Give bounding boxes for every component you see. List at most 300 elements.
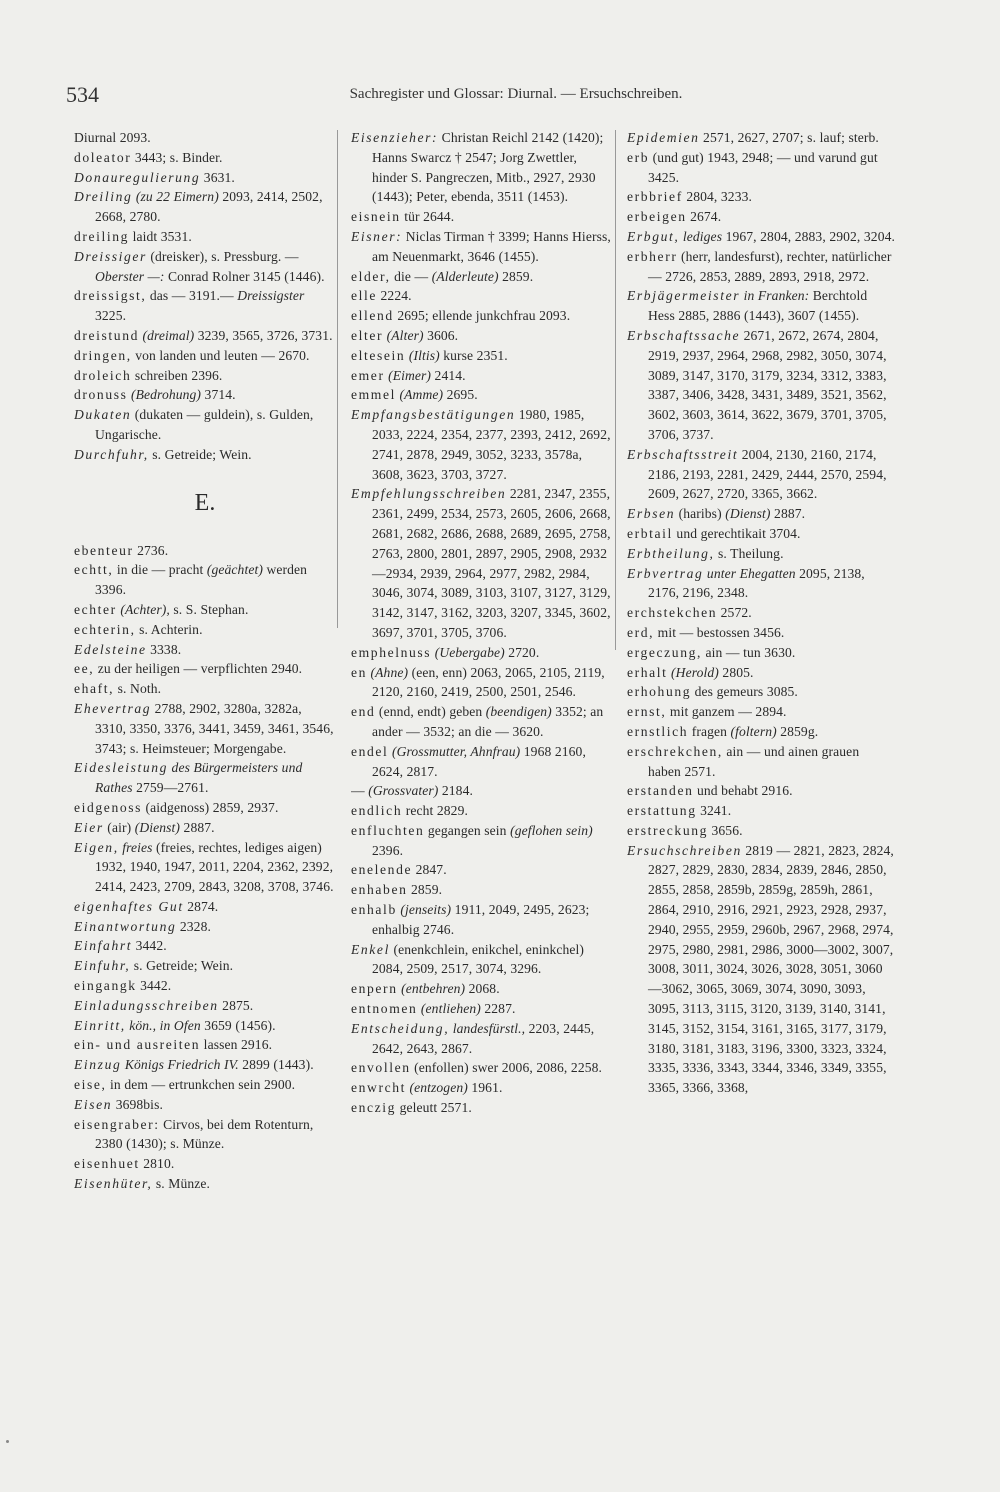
- entry-gloss: (Grossmutter, Ahnfrau): [391, 743, 521, 759]
- letter-heading: E.: [194, 489, 216, 516]
- entry-text: 2671, 2672, 2674, 2804, 2919, 2937, 2964, 2968, 2982, 3050, 3074, 3089, 3147, 3170, 3179, 3234, 3312, 3383, 3387, 3406, 3428, 3431, 3489, 3521, 3562, 3602, 3603, 3614, 3622, 3679, 3701, 3705, 3706, 3737.: [648, 327, 887, 442]
- entry-gloss: (Amme): [399, 387, 444, 403]
- index-entry: [351, 1019, 614, 1059]
- entry-text: kurse 2351.: [439, 347, 508, 363]
- entry-text: (air): [103, 819, 135, 835]
- entry-text: 2810.: [139, 1156, 175, 1172]
- entry-text: Christan Reichl 2142 (1420); Hanns Swarcz † 2547; Jorg Zwettler, hinder S. Pangreczen, Mitb., 2927, 2930 (1443); Peter, ebenda, 3511 (1453).: [372, 130, 604, 205]
- entry-text: 1911, 2049, 2495, 2623; enhalbig 2746.: [372, 902, 590, 937]
- entry-keyword: eisengraber:: [74, 1116, 160, 1132]
- entry-text: s. Getreide; Wein.: [148, 446, 252, 462]
- entry-keyword: eisnein: [351, 209, 401, 225]
- entry-gloss: (Achter),: [120, 601, 170, 617]
- entry-gloss: (Alderleute): [431, 268, 499, 284]
- entry-text: das — 3191.—: [146, 288, 238, 304]
- entry-text: 2328.: [176, 918, 211, 934]
- entry-keyword: erchstekchen: [627, 605, 718, 621]
- index-entry: [627, 445, 895, 504]
- entry-keyword: ee,: [74, 661, 95, 677]
- index-columns: [66, 128, 966, 1358]
- entry-text: 2847.: [412, 862, 447, 878]
- page-number: 534: [66, 82, 99, 107]
- index-entry: [74, 405, 336, 445]
- entry-text: werden 3396.: [95, 562, 308, 598]
- entry-keyword: dringen,: [74, 347, 132, 363]
- entry-keyword: Empfehlungsschreiben: [351, 486, 507, 502]
- entry-text: 2571, 2627, 2707; s. lauf; sterb.: [699, 130, 879, 145]
- entry-keyword: erstanden: [627, 783, 694, 799]
- entry-gloss: (Alter): [386, 327, 424, 343]
- entry-keyword: dreistund: [74, 327, 139, 343]
- entry-text: 2287.: [480, 1001, 516, 1017]
- entry-gloss: (Herold): [671, 664, 719, 680]
- column-divider: [615, 130, 616, 650]
- entry-text: Conrad Rolner 3145 (1446).: [164, 268, 325, 284]
- entry-keyword: Einantwortung: [74, 918, 177, 934]
- index-entry: [74, 346, 336, 366]
- index-entry: [351, 227, 614, 267]
- entry-text: —: [351, 783, 369, 799]
- entry-text: 2859.: [407, 882, 443, 898]
- index-entry: [74, 148, 336, 168]
- index-column-3: [627, 128, 895, 1358]
- entry-text: 3714.: [201, 387, 236, 403]
- entry-keyword: Enkel: [351, 941, 390, 957]
- entry-text: 3443; s. Binder.: [131, 149, 223, 165]
- index-entry: [351, 880, 614, 900]
- index-entry: [74, 818, 336, 838]
- index-entry: [627, 781, 895, 801]
- entry-keyword: Einladungsschreiben: [74, 997, 219, 1013]
- entry-keyword: Eisenzieher:: [351, 130, 439, 145]
- index-entry: [351, 860, 614, 880]
- entry-keyword: endel: [351, 743, 389, 759]
- entry-gloss: landesfürstl.,: [449, 1020, 526, 1036]
- entry-text: des gemeurs 3085.: [691, 684, 798, 700]
- entry-text: 2736.: [133, 542, 169, 558]
- index-entry: [74, 1075, 336, 1095]
- index-entry: [351, 940, 614, 980]
- entry-text: 2874.: [183, 898, 219, 914]
- entry-keyword: ebenteur: [74, 542, 134, 558]
- entry-keyword: elder,: [351, 268, 391, 284]
- entry-keyword: Dreissiger: [74, 248, 147, 264]
- entry-keyword: dreissigst,: [74, 288, 147, 304]
- entry-text: 2093, 2414, 2502, 2668, 2780.: [95, 189, 323, 225]
- index-entry: [74, 996, 336, 1016]
- entry-text: s. Theilung.: [714, 545, 784, 561]
- index-entry: [74, 168, 336, 188]
- index-entry: [627, 504, 895, 524]
- entry-text: 2859.: [498, 268, 534, 284]
- index-entry: [74, 917, 336, 937]
- entry-keyword: echter: [74, 601, 117, 617]
- index-entry: [351, 979, 614, 999]
- entry-text: 1961.: [467, 1080, 503, 1096]
- index-entry: [351, 207, 614, 227]
- entry-text: (een, enn) 2063, 2065, 2105, 2119, 2120, 2160, 2419, 2500, 2501, 2546.: [372, 664, 605, 700]
- entry-text: Niclas Tirman † 3399; Hanns Hierss, am Neuenmarkt, 3646 (1455).: [372, 228, 611, 264]
- entry-keyword: Erbsen: [627, 506, 676, 522]
- index-entry: [351, 366, 614, 386]
- entry-text: 3239, 3565, 3726, 3731.: [194, 327, 333, 343]
- entry-text: mit ganzem — 2894.: [666, 704, 787, 720]
- entry-keyword: elter: [351, 327, 384, 343]
- index-entry: [627, 247, 895, 287]
- entry-gloss: (entliehen): [420, 1001, 481, 1017]
- index-entry: [627, 722, 895, 742]
- entry-text: 3241.: [696, 803, 732, 819]
- entry-keyword: enpern: [351, 981, 398, 997]
- entry-keyword: ellend: [351, 308, 394, 324]
- entry-text: s. Noth.: [114, 681, 162, 697]
- entry-keyword: eisenhuet: [74, 1156, 140, 1172]
- entry-text: laidt 3531.: [129, 228, 192, 244]
- index-entry: [74, 541, 336, 561]
- entry-keyword: Erbgut,: [627, 228, 680, 244]
- entry-keyword: Erbvertrag: [627, 565, 704, 581]
- entry-text: s. Getreide; Wein.: [130, 958, 234, 974]
- entry-text: s. S. Stephan.: [169, 601, 249, 617]
- entry-keyword: eltesein: [351, 347, 406, 363]
- entry-gloss: (Iltis): [408, 347, 440, 363]
- index-entry: [74, 659, 336, 679]
- entry-text: 2414.: [431, 367, 466, 383]
- entry-keyword: echterin,: [74, 621, 136, 637]
- entry-gloss: (beendigen): [485, 704, 552, 720]
- index-entry: [74, 1035, 336, 1055]
- entry-keyword: en: [351, 664, 368, 680]
- index-entry: [627, 603, 895, 623]
- index-entry: [351, 801, 614, 821]
- index-entry: [351, 346, 614, 366]
- entry-text: 2859g.: [776, 723, 819, 739]
- entry-text: 1968 2160, 2624, 2817.: [372, 743, 586, 779]
- index-entry: [351, 1098, 614, 1118]
- index-entry: [351, 1058, 614, 1078]
- index-entry: [74, 936, 336, 956]
- entry-text: 2674.: [686, 209, 722, 225]
- entry-text: und gerechtikait 3704.: [672, 525, 801, 541]
- index-entry: [351, 1078, 614, 1098]
- entry-gloss: (geächtet): [206, 562, 263, 578]
- index-entry: [351, 326, 614, 346]
- index-entry: [351, 702, 614, 742]
- entry-text: (herr, landesfurst), rechter, natürlicher — 2726, 2853, 2889, 2893, 2918, 2972.: [648, 248, 892, 284]
- entry-gloss: kön., in Ofen: [125, 1017, 201, 1033]
- index-entry: [627, 187, 895, 207]
- entry-text: 2281, 2347, 2355, 2361, 2499, 2534, 2573, 2605, 2606, 2668, 2681, 2682, 2686, 2688, 2689, 2695, 2758, 2763, 2800, 2801, 2897, 2905, 2908, 2932—2934, 2939, 2964, 2977, 2982, 2984, 3046, 3074, 3089, 3103, 3107, 3127, 3129, 3142, 3147, 3162, 3203, 3207, 3345, 3602, 3697, 3701, 3705, 3706.: [372, 486, 611, 640]
- index-column-2: [351, 128, 614, 1358]
- entry-text: fragen: [688, 723, 731, 739]
- index-entry: [351, 385, 614, 405]
- entry-keyword: eigenhaftes Gut: [74, 898, 184, 914]
- entry-text: s. Münze.: [152, 1176, 211, 1192]
- entry-gloss: in Franken:: [740, 288, 810, 304]
- index-entry: [74, 1174, 336, 1194]
- entry-text: und behabt 2916.: [693, 783, 793, 799]
- running-head: Sachregister und Glossar: Diurnal. — Ersuchschreiben.: [349, 86, 683, 102]
- index-entry: [627, 128, 895, 148]
- entry-keyword: emphelnuss: [351, 644, 432, 660]
- index-entry: [627, 821, 895, 841]
- entry-gloss: lediges: [679, 228, 723, 244]
- entry-keyword: enhaben: [351, 882, 408, 898]
- index-entry: [74, 798, 336, 818]
- index-entry: [74, 1016, 336, 1036]
- entry-keyword: erhalt: [627, 664, 668, 680]
- entry-keyword: Eisenhüter,: [74, 1176, 153, 1192]
- entry-keyword: echtt,: [74, 562, 114, 578]
- entry-text: (enfollen) swer 2006, 2086, 2258.: [410, 1060, 603, 1076]
- entry-keyword: enczig: [351, 1100, 397, 1116]
- entry-text: Cirvos, bei dem Rotenturn, 2380 (1430); s. Münze.: [95, 1116, 314, 1152]
- index-entry: [627, 742, 895, 782]
- index-entry: [627, 544, 895, 564]
- index-entry: [74, 227, 336, 247]
- entry-keyword: enwrcht: [351, 1080, 406, 1096]
- entry-keyword: erstattung: [627, 803, 697, 819]
- index-entry: [74, 679, 336, 699]
- entry-text: 2875.: [218, 997, 254, 1013]
- index-entry: [74, 1095, 336, 1115]
- entry-keyword: Ehevertrag: [74, 700, 152, 716]
- entry-text: recht 2829.: [402, 803, 468, 819]
- entry-gloss: (dreimal): [142, 327, 195, 343]
- entry-text: gegangen sein: [424, 822, 511, 838]
- entry-keyword: Einfahrt: [74, 938, 133, 954]
- entry-gloss: (Ahne): [370, 664, 409, 680]
- entry-keyword: Empfangsbestätigungen: [351, 407, 516, 423]
- entry-keyword: Eidesleistung: [74, 760, 169, 776]
- entry-gloss: (jenseits): [400, 902, 452, 918]
- index-entry: [74, 445, 336, 465]
- entry-text: in die — pracht: [113, 562, 207, 578]
- index-entry: [351, 128, 614, 207]
- index-entry: [351, 267, 614, 287]
- entry-text: ain — tun 3630.: [702, 644, 796, 660]
- entry-keyword: ehaft,: [74, 681, 115, 697]
- entry-keyword: envollen: [351, 1060, 411, 1076]
- index-entry: [74, 1115, 336, 1155]
- entry-text: 3442.: [136, 978, 172, 994]
- entry-keyword: enelende: [351, 862, 413, 878]
- entry-keyword: droleich: [74, 367, 132, 383]
- entry-text: 1967, 2804, 2883, 2902, 3204.: [722, 228, 895, 244]
- entry-keyword: Edelsteine: [74, 641, 147, 657]
- entry-text: 1980, 1985, 2033, 2224, 2354, 2377, 2393, 2412, 2692, 2741, 2878, 2949, 3052, 3233, 3578a, 3608, 3623, 3703, 3727.: [372, 407, 611, 482]
- index-entry: [74, 956, 336, 976]
- entry-keyword: endlich: [351, 803, 403, 819]
- entry-keyword: Dreiling: [74, 189, 133, 205]
- entry-keyword: eingangk: [74, 978, 137, 994]
- index-entry: [351, 663, 614, 703]
- index-entry: [627, 326, 895, 445]
- entry-keyword: enhalb: [351, 902, 397, 918]
- entry-keyword: erstreckung: [627, 822, 709, 838]
- entry-text: von landen und leuten — 2670.: [131, 347, 310, 363]
- entry-text: 2720.: [504, 644, 540, 660]
- entry-keyword: doleator: [74, 149, 132, 165]
- entry-keyword: Eigen,: [74, 839, 119, 855]
- entry-text: 2695; ellende junkchfrau 2093.: [393, 308, 571, 324]
- entry-gloss: (Dienst): [725, 506, 771, 522]
- entry-keyword: Ersuchschreiben: [627, 842, 742, 858]
- index-entry: [627, 682, 895, 702]
- entry-keyword: Erbschaftsstreit: [627, 446, 739, 462]
- entry-keyword: erbbrief: [627, 189, 683, 205]
- entry-text: (und gut) 1943, 2948; — und varund gut 3425.: [648, 149, 878, 185]
- entry-text: 2887.: [180, 819, 215, 835]
- entry-gloss: des Bürgermeisters und Rathes: [95, 760, 303, 796]
- index-entry: [351, 306, 614, 326]
- index-entry: [351, 484, 614, 642]
- entry-text: geleutt 2571.: [396, 1100, 472, 1116]
- entry-gloss: (Grossvater): [368, 783, 439, 799]
- entry-text: 3442.: [132, 938, 167, 954]
- index-entry: [74, 838, 336, 897]
- paper-speck: [6, 1440, 9, 1443]
- entry-text: s. Achterin.: [135, 621, 203, 637]
- entry-text: 2887.: [770, 506, 806, 522]
- entry-keyword: erbherr: [627, 248, 678, 264]
- entry-text: 3698bis.: [112, 1096, 163, 1112]
- entry-keyword: erschrekchen,: [627, 743, 723, 759]
- entry-gloss: freies: [118, 839, 153, 855]
- entry-text: 2805.: [718, 664, 754, 680]
- entry-text: (ennd, endt) geben: [375, 704, 486, 720]
- entry-text: 2095, 2138, 2176, 2196, 2348.: [648, 565, 865, 601]
- index-entry: [74, 560, 336, 600]
- index-entry: [351, 821, 614, 861]
- entry-gloss: unter Ehegatten: [703, 565, 796, 581]
- entry-keyword: dreiling: [74, 228, 130, 244]
- entry-keyword: Donauregulierung: [74, 169, 201, 185]
- index-entry: [74, 1154, 336, 1174]
- page-header: [66, 82, 966, 112]
- entry-text: (dukaten — guldein), s. Gulden, Ungarische.: [95, 407, 314, 442]
- entry-text: 2184.: [438, 783, 473, 799]
- entry-gloss: Oberster —:: [95, 268, 165, 284]
- index-entry: [351, 742, 614, 782]
- entry-text: 2068.: [465, 981, 500, 997]
- entry-text: ain — und ainen grauen haben 2571.: [648, 743, 860, 779]
- entry-keyword: eise,: [74, 1077, 107, 1093]
- index-entry: [74, 620, 336, 640]
- entry-keyword: ernst,: [627, 704, 667, 720]
- entry-keyword: ein- und ausreiten: [74, 1037, 201, 1053]
- entry-keyword: end: [351, 704, 376, 720]
- index-entry: [74, 758, 336, 798]
- entry-text: 2819 — 2821, 2823, 2824, 2827, 2829, 2830, 2834, 2839, 2846, 2850, 2855, 2858, 2859b, 2859g, 2859h, 2861, 2864, 2910, 2916, 2921, 2923, 2928, 2937, 2940, 2955, 2959, 2960b, 2967, 2968, 2974, 2975, 2980, 2981, 2986, 3000—3002, 3007, 3008, 3011, 3024, 3026, 3028, 3051, 3060—3062, 3065, 3069, 3074, 3090, 3093, 3095, 3113, 3115, 3120, 3139, 3140, 3141, 3145, 3152, 3154, 3161, 3165, 3177, 3179, 3180, 3181, 3183, 3196, 3300, 3323, 3324, 3335, 3336, 3343, 3344, 3346, 3349, 3355, 3365, 3366, 3368,: [648, 842, 894, 1096]
- index-entry: [74, 326, 336, 346]
- index-entry: [74, 128, 336, 148]
- index-entry: [627, 623, 895, 643]
- entry-text: schreiben 2396.: [131, 367, 223, 383]
- entry-text: (freies, rechtes, lediges aigen) 1932, 1940, 1947, 2011, 2204, 2362, 2392, 2414, 2423, 2709, 2843, 3208, 3708, 3746.: [95, 839, 334, 895]
- index-entry: [74, 247, 336, 287]
- index-entry: [627, 663, 895, 683]
- entry-keyword: Einzug: [74, 1057, 122, 1073]
- index-entry: [627, 841, 895, 1098]
- entry-keyword: Einfuhr,: [74, 958, 131, 974]
- entry-gloss: (geflohen sein): [510, 822, 593, 838]
- entry-keyword: emer: [351, 367, 385, 383]
- entry-keyword: erbeigen: [627, 209, 687, 225]
- entry-text: 2899 (1443).: [238, 1057, 314, 1073]
- entry-text: 3659 (1456).: [200, 1017, 276, 1033]
- entry-keyword: Epidemien: [627, 130, 700, 145]
- index-column-1: [74, 128, 336, 1358]
- entry-gloss: Königs Friedrich IV.: [121, 1057, 239, 1073]
- entry-text: in dem — ertrunkchen sein 2900.: [106, 1077, 296, 1093]
- entry-keyword: Einritt,: [74, 1017, 126, 1033]
- entry-text: lassen 2916.: [200, 1037, 273, 1053]
- index-entry: [627, 227, 895, 247]
- entry-text: die —: [390, 268, 432, 284]
- entry-text: 3631.: [200, 169, 235, 185]
- index-entry: [627, 564, 895, 604]
- entry-text: mit — bestossen 3456.: [654, 624, 785, 640]
- index-entry: [74, 286, 336, 326]
- entry-text: 2804, 3233.: [682, 189, 752, 205]
- index-entry: [74, 640, 336, 660]
- index-entry: [74, 366, 336, 386]
- entry-keyword: Entscheidung,: [351, 1020, 450, 1036]
- entry-text: 3338.: [146, 641, 182, 657]
- index-entry: [74, 1055, 336, 1075]
- entry-gloss: Dreissigster: [237, 288, 305, 304]
- entry-keyword: enfluchten: [351, 822, 425, 838]
- entry-gloss: (Dienst): [134, 819, 181, 835]
- entry-keyword: Erbjägermeister: [627, 288, 741, 304]
- entry-text: 2572.: [717, 605, 752, 621]
- index-entry: [627, 702, 895, 722]
- entry-text: 3606.: [423, 327, 459, 343]
- column-divider: [337, 130, 338, 628]
- entry-gloss: (zu 22 Eimern): [135, 189, 219, 205]
- index-entry: [627, 286, 895, 326]
- entry-text: zu der heiligen — verpflichten 2940.: [94, 661, 303, 677]
- index-entry: [351, 405, 614, 484]
- entry-keyword: elle: [351, 288, 378, 304]
- entry-text: (enenkchlein, enikchel, eninkchel) 2084, 2509, 2517, 3074, 3296.: [372, 941, 585, 977]
- index-entry: [627, 148, 895, 188]
- entry-text: 2759—2761.: [132, 780, 209, 796]
- entry-text: 2004, 2130, 2160, 2174, 2186, 2193, 2281, 2429, 2444, 2570, 2594, 2609, 2627, 2720, 3365, 3662.: [648, 446, 887, 502]
- entry-keyword: erd,: [627, 624, 655, 640]
- entry-keyword: Eisen: [74, 1096, 113, 1112]
- entry-keyword: Erbtheilung,: [627, 545, 715, 561]
- entry-text: (aidgenoss) 2859, 2937.: [142, 799, 279, 815]
- entry-text: 3225.: [95, 308, 127, 324]
- entry-text: (dreisker), s. Pressburg. —: [146, 248, 299, 264]
- index-entry: [627, 643, 895, 663]
- entry-keyword: Durchfuhr,: [74, 446, 149, 462]
- index-entry: [351, 781, 614, 801]
- entry-keyword: Dukaten: [74, 407, 132, 423]
- entry-keyword: ergeczung,: [627, 644, 703, 660]
- entry-text: 2203, 2445, 2642, 2643, 2867.: [372, 1020, 595, 1056]
- entry-text: 2788, 2902, 3280a, 3282a, 3310, 3350, 3376, 3441, 3459, 3461, 3546, 3743; s. Heimsteuer; Morgengabe.: [95, 700, 334, 756]
- entry-gloss: (entbehren): [401, 981, 466, 997]
- entry-keyword: Eisner:: [351, 228, 403, 244]
- index-entry: [627, 801, 895, 821]
- entry-keyword: erbtail: [627, 525, 673, 541]
- entry-text: 3656.: [708, 822, 743, 838]
- entry-gloss: (Bedrohung): [131, 387, 202, 403]
- index-entry: [627, 524, 895, 544]
